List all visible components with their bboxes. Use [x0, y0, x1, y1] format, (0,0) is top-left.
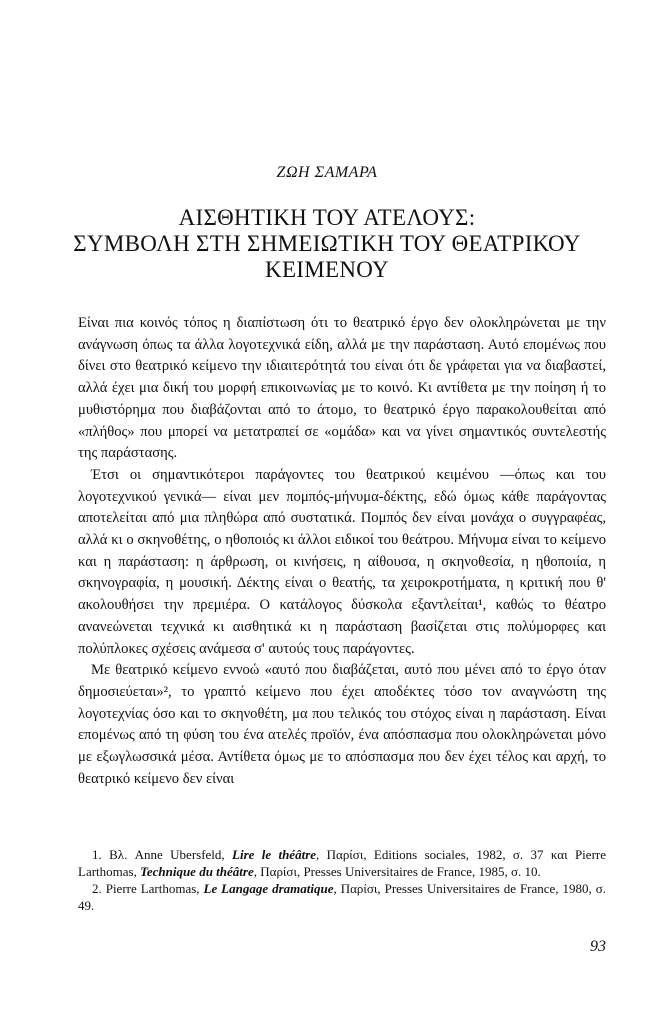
footnotes	[78, 846, 606, 914]
cited-title: Le Langage dramatique	[203, 881, 334, 896]
title-line: ΣΥΜΒΟΛΗ ΣΤΗ ΣΗΜΕΙΩΤΙΚΗ ΤΟΥ ΘΕΑΤΡΙΚΟΥ	[73, 231, 581, 256]
page-number: 93	[590, 938, 606, 955]
body-text	[78, 313, 606, 790]
article-title	[40, 205, 614, 283]
title-line: ΚΕΙΜΕΝΟΥ	[265, 257, 389, 282]
cited-title: Technique du théâtre	[140, 864, 254, 879]
author-name: ΖΩΗ ΣΑΜΑΡΑ	[276, 164, 378, 181]
paragraph: Είναι πια κοινός τόπος η διαπίστωση ότι το θεατρικό έργο δεν ολοκληρώνεται με την ανάγνωση όπως τα άλλα λογοτεχνικά είδη, αλλά με την παράσταση. Αυτό επομένως που δίνει στο θεατρικό κείμενο την ιδιαιτερότητά του είναι ότι δε γράφεται για να διαβαστεί, αλλά έχει μια δική του μορφή επικοινωνίας με το κοινό. Κι αντίθετα με την ποίηση ή το μυθιστόρημα που διαβάζονται από το άτομο, το θεατρικό έργο παρακολουθείται από «πλήθος» που μπορεί να μετατραπεί σε «ομάδα» και να γίνει σημαντικός συντελεστής της παράστασης.	[78, 315, 606, 462]
footnote-2: 2. Pierre Larthomas, Le Langage dramatique, Παρίσι, Presses Universitaires de France, 1980, σ. 49.	[78, 881, 606, 913]
cited-title: Lire le théâtre	[232, 847, 317, 862]
paragraph: Έτσι οι σημαντικότεροι παράγοντες του θεατρικού κειμένου —όπως και του λογοτεχνικού γενικά— είναι μεν πομπός-μήνυμα-δέκτης, εδώ όμως κάθε παράγοντας αποτελείται από μια πληθώρα από συστατικά. Πομπός δεν είναι μονάχα ο συγγραφέας, αλλά κι ο σκηνοθέτης, ο ηθοποιός κι άλλοι ειδικοί του θεάτρου. Μήνυμα είναι το κείμενο και η παράσταση: η άρθρωση, οι κινήσεις, η αίθουσα, η σκηνοθεσία, η ηθοποιία, η σκηνογραφία, η μουσική. Δέκτης είναι ο θεατής, τα χειροκροτήματα, η κριτική που θ' ακολουθήσει την πρεμιέρα. Ο κατάλογος δύσκολα εξαντλείται¹, καθώς το θέατρο ανανεώνεται τεχνικά κι αισθητικά κι η παράσταση βασίζεται στις πολύμορφες και πολύπλοκες σχέσεις ανάμεσα σ' αυτούς τους παράγοντες.	[78, 466, 606, 657]
footnote-1: 1. Βλ. Anne Ubersfeld, Lire le théâtre, Παρίσι, Editions sociales, 1982, σ. 37 και Pierre Larthomas, Technique du théâtre, Παρίσι, Presses Universitaires de France, 1985, σ. 10.	[78, 847, 606, 879]
paragraph: Με θεατρικό κείμενο εννοώ «αυτό που διαβάζεται, αυτό που μένει από το έργο όταν δημοσιεύεται»², το γραπτό κείμενο που έχει αποδέκτες τόσο τον αναγνώστη της λογοτεχνίας όσο και το σκηνοθέτη, μα που τελικός του στόχος είναι η παράσταση. Είναι επομένως από τη φύση του ένα ατελές προϊόν, ένα απόσπασμα που ολοκληρώνεται μόνο με εξωγλωσσικά μέσα. Αντίθετα όμως με το απόσπασμα που δεν έχει τέλος και αρχή, το θεατρικό κείμενο δεν είναι	[78, 662, 606, 787]
title-line: ΑΙΣΘΗΤΙΚΗ ΤΟΥ ΑΤΕΛΟΥΣ:	[178, 205, 476, 230]
